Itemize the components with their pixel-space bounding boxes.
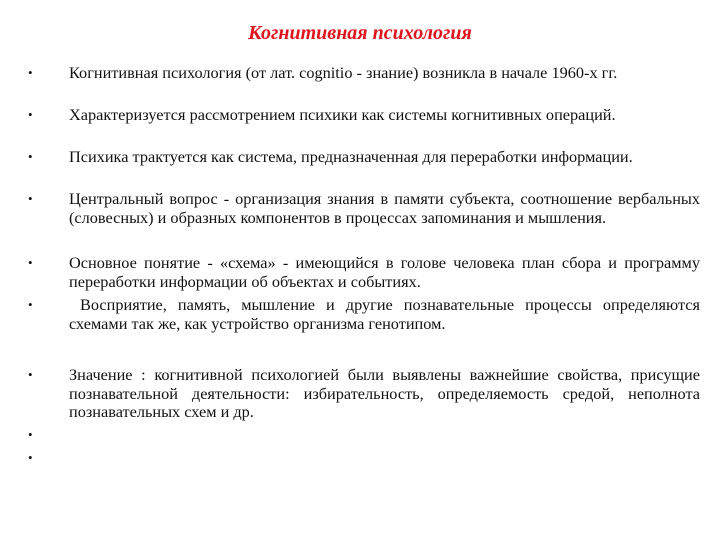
bullet-icon: • — [28, 450, 33, 465]
bullet-icon: • — [28, 65, 33, 80]
list-item-text: Психика трактуется как система, предназначенная для переработки информации. — [69, 147, 633, 166]
list-item-text: Центральный вопрос - организация знания в памяти субъекта, соотношение вербальных (словесных) и образных компонентов в процессах запоминания и мышления. — [69, 189, 700, 227]
list-item — [28, 254, 700, 291]
bullet-icon: • — [28, 427, 33, 442]
list-item-text: Восприятие, память, мышление и другие познавательные процессы определяются схемами так же, как устройство организма генотипом. — [69, 295, 705, 333]
bullet-icon: • — [28, 367, 33, 382]
list-item-text — [69, 426, 700, 445]
list-item-text — [69, 449, 700, 468]
list-item — [28, 148, 700, 167]
bullet-icon: • — [28, 149, 33, 164]
bullet-icon: • — [28, 297, 33, 312]
list-item-text: Когнитивная психология (от лат. cognitio - знание) возникла в начале 1960-х гг. — [69, 63, 618, 82]
list-item — [28, 106, 700, 125]
bullet-icon: • — [28, 191, 33, 206]
list-item — [28, 426, 700, 445]
list-item — [28, 190, 700, 227]
list-item-text: Значение : когнитивной психологией были выявлены важнейшие свойства, присущие познавательной деятельности: избирательность, определяемость средой, неполнота познавательных схем и др. — [69, 365, 700, 421]
list-item-text: Характеризуется рассмотрением психики как системы когнитивных операций. — [69, 105, 616, 124]
bullet-icon: • — [28, 107, 33, 122]
list-item — [28, 295, 705, 333]
list-item — [28, 64, 700, 83]
list-item — [28, 449, 700, 468]
list-item — [28, 366, 700, 422]
slide-title: Когнитивная психология — [248, 22, 472, 44]
list-item-text: Основное понятие - «схема» - имеющийся в голове человека план сбора и программу переработки информации об объектах и событиях. — [69, 253, 700, 291]
bullet-icon: • — [28, 255, 33, 270]
